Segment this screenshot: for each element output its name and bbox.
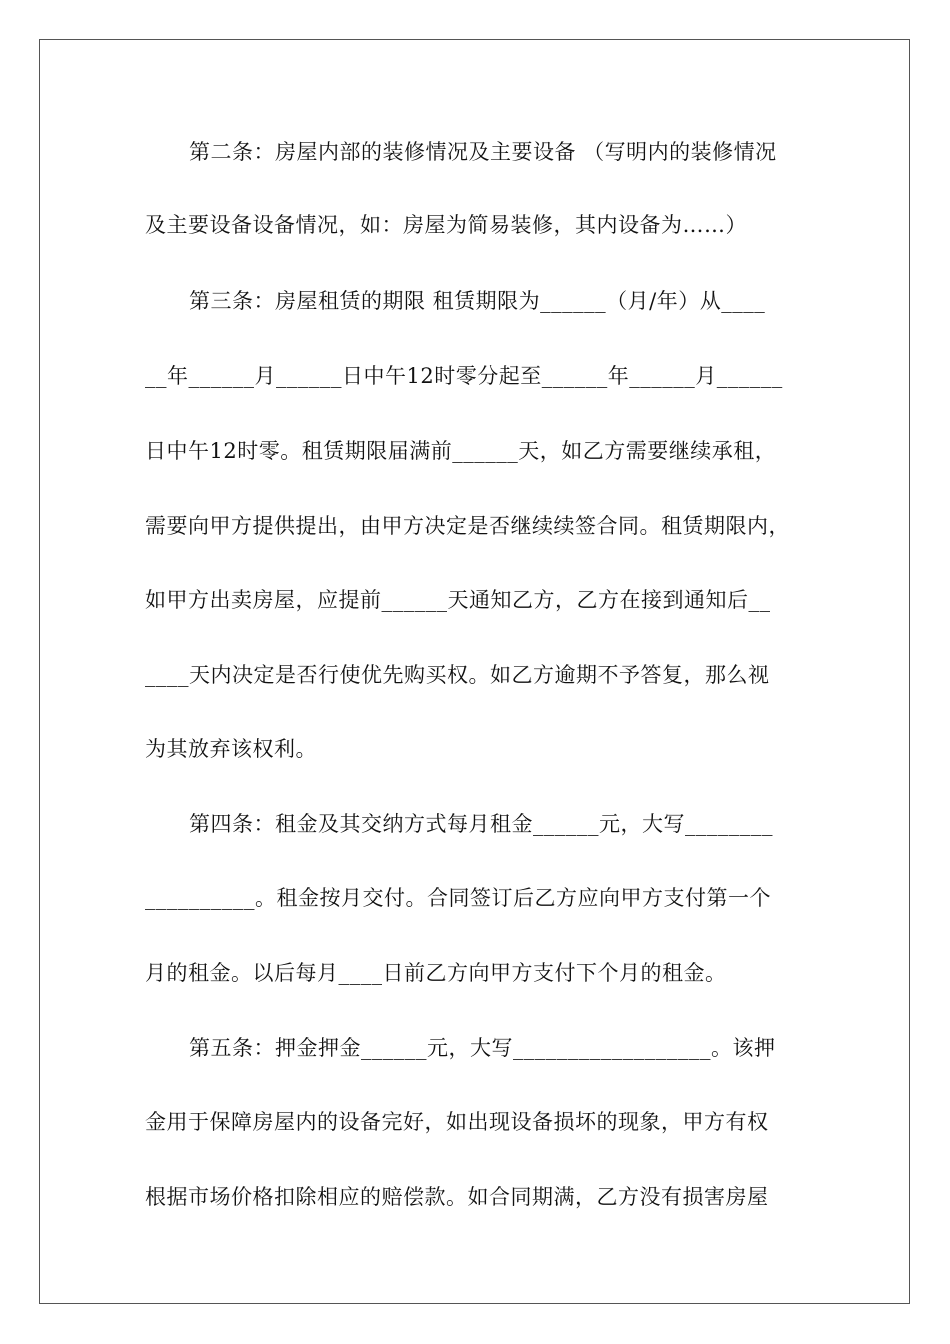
text-line: 为其放弃该权利。 [145, 737, 317, 761]
text-line: 第二条：房屋内部的装修情况及主要设备 （写明内的装修情况 [189, 140, 777, 164]
text-line: ____天内决定是否行使优先购买权。如乙方逾期不予答复，那么视 [145, 663, 770, 687]
text-line: 及主要设备设备情况，如：房屋为简易装修，其内设备为……） [145, 213, 747, 237]
text-line: 金用于保障房屋内的设备完好，如出现设备损坏的现象，甲方有权 [145, 1110, 769, 1134]
text-line: 日中午12时零。租赁期限届满前______天，如乙方需要继续承租， [145, 439, 777, 463]
text-line: 如甲方出卖房屋，应提前______天通知乙方，乙方在接到通知后__ [145, 588, 771, 612]
text-line: 第三条：房屋租赁的期限 租赁期限为______（月/年）从____ [189, 289, 766, 313]
text-line: 月的租金。以后每月____日前乙方向甲方支付下个月的租金。 [145, 961, 727, 985]
text-line: 根据市场价格扣除相应的赔偿款。如合同期满，乙方没有损害房屋 [145, 1185, 769, 1209]
text-line: 第四条：租金及其交纳方式每月租金______元，大写________ [189, 812, 773, 836]
text-line: __年______月______日中午12时零分起至______年______月______ [145, 364, 783, 388]
text-line: 第五条：押金押金______元，大写__________________。该押 [189, 1036, 776, 1060]
text-line: 需要向甲方提供提出，由甲方决定是否继续续签合同。租赁期限内， [145, 514, 790, 538]
text-line: __________。租金按月交付。合同签订后乙方应向甲方支付第一个 [145, 886, 771, 910]
